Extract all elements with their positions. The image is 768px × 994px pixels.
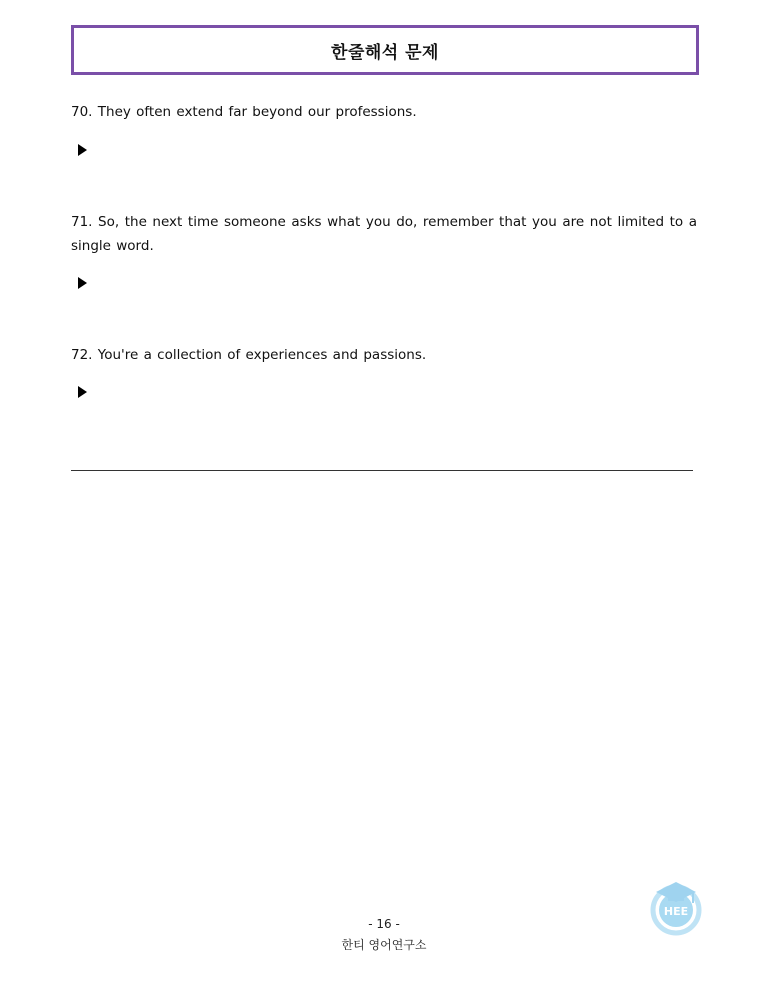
page-title: 한줄해석 문제	[331, 42, 439, 63]
divider-line	[71, 470, 693, 471]
organization-name: 한티 영어연구소	[341, 938, 427, 952]
logo-text: HEE	[663, 905, 689, 918]
hee-logo-icon	[646, 876, 706, 938]
answer-arrow-icon	[78, 386, 87, 398]
answer-arrow-icon	[78, 277, 87, 289]
answer-arrow-icon	[78, 144, 87, 156]
question-72: 72. You're a collection of experiences and passions.	[71, 347, 427, 363]
page-number: - 16 -	[368, 917, 400, 931]
question-71: 71. So, the next time someone asks what you do, remember that you are not limited to a single word.	[71, 214, 697, 254]
question-70: 70. They often extend far beyond our professions.	[71, 104, 417, 120]
title-box	[71, 25, 699, 75]
